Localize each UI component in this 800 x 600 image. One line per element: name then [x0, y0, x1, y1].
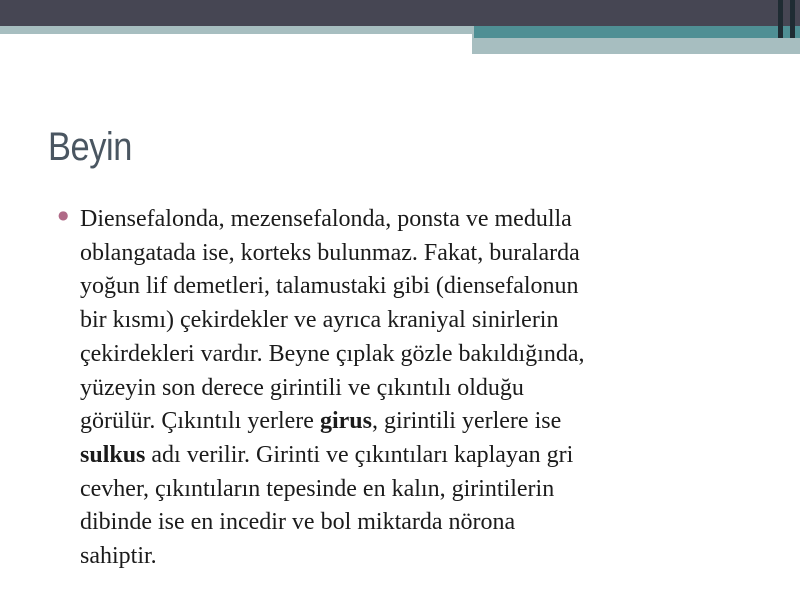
header-band-teal: [474, 26, 800, 38]
text-line: yoğun lif demetleri, talamustaki gibi (diensefalonun: [80, 273, 579, 300]
corner-stripe: [778, 0, 783, 38]
corner-stripe: [790, 0, 795, 38]
text-line: cevher, çıkıntıların tepesinde en kalın, girintilerin: [80, 475, 555, 502]
text-line: oblangatada ise, korteks bulunmaz. Fakat, buralarda: [80, 239, 580, 266]
text-line: bir kısmı) çekirdekler ve ayrıca kraniyal sinirlerin: [80, 307, 559, 334]
bullet-text: [80, 203, 758, 574]
text-segment: görülür. Çıkıntılı yerlere: [80, 408, 320, 435]
slide-title: Beyin: [48, 125, 132, 169]
bullet-item: [58, 203, 758, 574]
header-band-dark: [0, 0, 800, 26]
header-band-light-left: [0, 26, 472, 34]
text-line: çekirdekleri vardır. Beyne çıplak gözle bakıldığında,: [80, 340, 585, 367]
text-line: [80, 439, 758, 473]
text-segment: , girintili yerlere ise: [371, 408, 562, 435]
text-line: sahiptir.: [80, 543, 157, 570]
term-girus: girus: [319, 408, 372, 435]
text-line: yüzeyin son derece girintili ve çıkıntılı olduğu: [80, 374, 524, 401]
text-line: dibinde ise en incedir ve bol miktarda nörona: [80, 509, 516, 536]
bullet-dot-icon: ●: [58, 208, 69, 222]
term-sulkus: sulkus: [80, 441, 146, 468]
text-segment: adı verilir. Girinti ve çıkıntıları kaplayan gri: [145, 441, 574, 468]
text-line: [80, 405, 758, 439]
text-line: Diensefalonda, mezensefalonda, ponsta ve medulla: [80, 206, 572, 232]
